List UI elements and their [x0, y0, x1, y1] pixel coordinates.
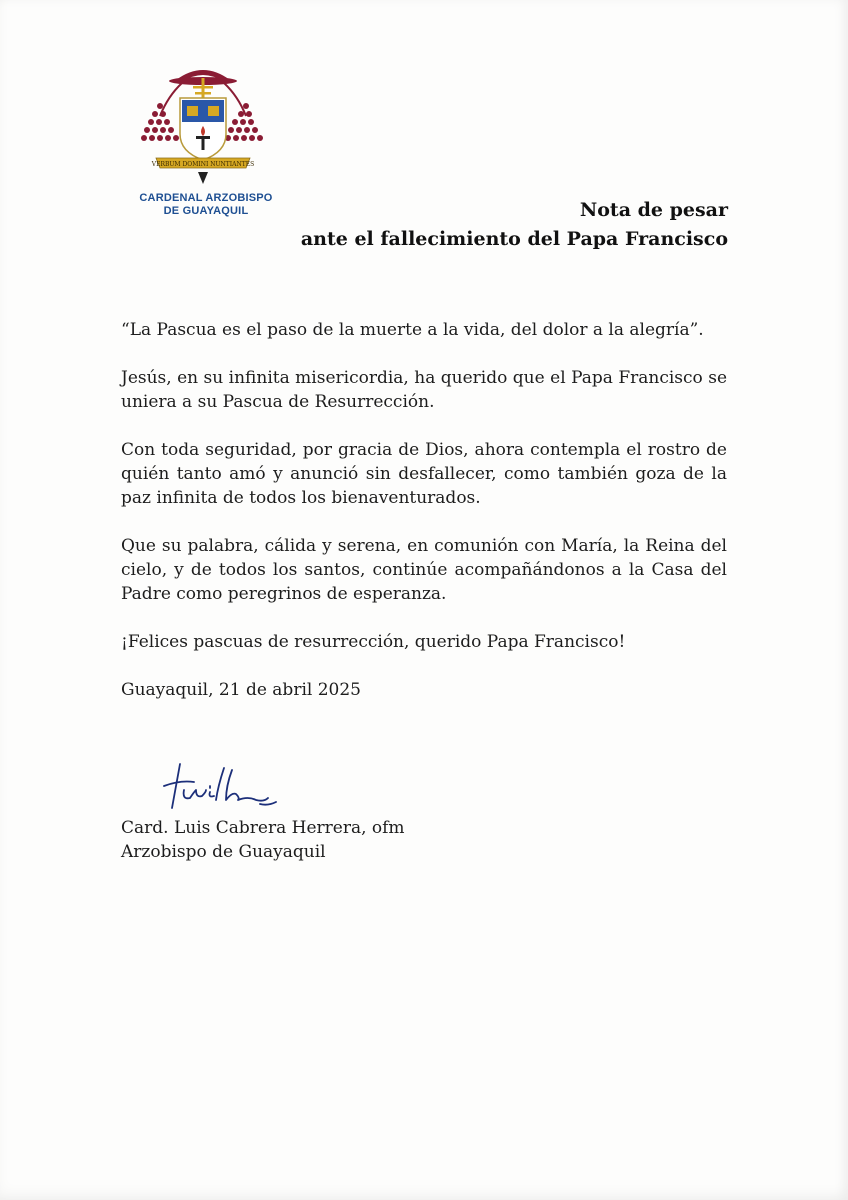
crest-caption-line2: DE GUAYAQUIL [163, 205, 249, 217]
letter-body [121, 318, 727, 726]
paragraph-seguridad: Con toda seguridad, por gracia de Dios, ahora contempla el rostro de quién tanto amó y anunció sin desfallecer, como también goza de la paz infinita de todos los bienaventurados. [121, 440, 727, 508]
crest-motto: VERBUM DOMINI NUNTIANTES [151, 161, 255, 168]
place-date: Guayaquil, 21 de abril 2025 [121, 680, 361, 700]
cardinal-coat-of-arms-icon [138, 56, 268, 196]
title-line2: ante el fallecimiento del Papa Francisco [300, 228, 728, 250]
crest-caption [120, 192, 292, 218]
title-line1: Nota de pesar [579, 199, 728, 221]
signer-name: Card. Luis Cabrera Herrera, ofm [121, 818, 405, 838]
handwritten-signature-icon [160, 756, 290, 820]
signer-role: Arzobispo de Guayaquil [121, 842, 326, 862]
paragraph-jesus: Jesús, en su infinita misericordia, ha querido que el Papa Francisco se uniera a su Pascua de Resurrección. [121, 368, 727, 412]
paragraph-quote: “La Pascua es el paso de la muerte a la vida, del dolor a la alegría”. [121, 320, 704, 340]
paragraph-felices-pascuas: ¡Felices pascuas de resurrección, querido Papa Francisco! [121, 632, 626, 652]
signer-block [121, 816, 405, 864]
letter-title [301, 196, 728, 254]
crest-caption-line1: CARDENAL ARZOBISPO [139, 192, 273, 204]
paragraph-palabra: Que su palabra, cálida y serena, en comunión con María, la Reina del cielo, y de todos los santos, continúe acompañándonos a la Casa del Padre como peregrinos de esperanza. [121, 536, 727, 604]
